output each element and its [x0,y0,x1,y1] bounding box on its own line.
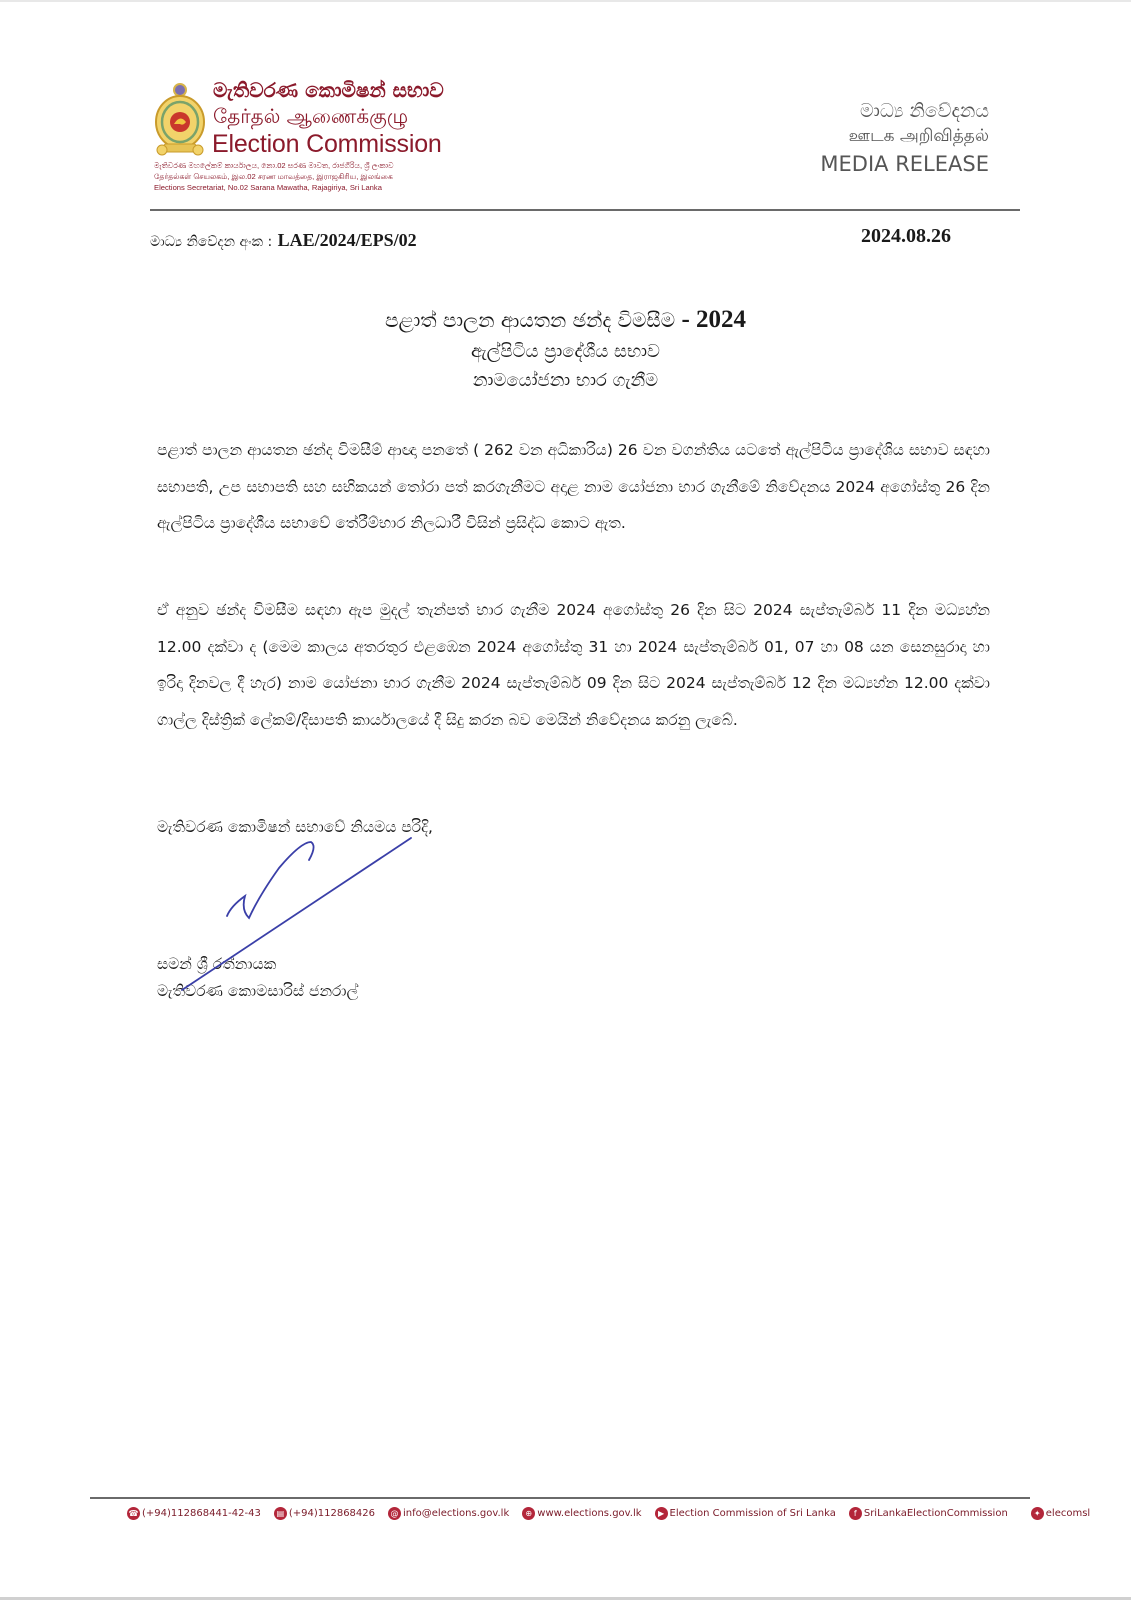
footer-phone[interactable] [127,1507,261,1520]
closing-salutation: මැතිවරණ කොමිෂන් සභාවේ නියමය පරිදි, [157,818,433,836]
footer-twitter[interactable] [1031,1507,1090,1520]
footer-youtube-text: Election Commission of Sri Lanka [669,1508,836,1519]
footer-email-text: info@elections.gov.lk [403,1508,510,1519]
address-tamil: தேர்தல்கள் செயலகம், இல.02 சரண மாவத்தை, இராஜகிரிய, இலங்கை [154,172,393,181]
reference-number [150,230,417,251]
footer-contacts [127,1507,1091,1520]
signer-name: සමන් ශ්‍රී රත්නායක [157,955,277,973]
youtube-icon: ▶ [655,1507,668,1520]
footer-facebook-text: SriLankaElectionCommission [863,1508,1008,1519]
footer-facebook[interactable] [849,1507,1008,1520]
handwritten-signature [175,828,435,998]
sri-lanka-emblem-logo [152,80,208,160]
facebook-icon: f [849,1507,862,1520]
media-release-english: MEDIA RELEASE [820,152,989,176]
footer-divider [90,1497,1030,1499]
signer-title: මැතිවරණ කොමසාරිස් ජනරාල් [157,982,359,1000]
title-line-1 [0,306,1131,334]
email-icon: @ [388,1507,401,1520]
media-release-tamil: ஊடக அறிவித்தல் [848,126,989,146]
body-paragraph-1: පළාත් පාලන ආයතන ඡන්ද විමසීම් ආඥා පනතේ ( 262 වන අධිකාරිය) 26 වන වගන්තිය යටතේ ඇල්පිටිය ප්‍රාදේශිය සභාව සඳහා සභාපති, උප සභාපති සහ සභිකයන් තෝරා පත් කරගැනීමට අදාළ නාම යෝජනා භාර ගැනීමේ නිවේදනය 2024 අගෝස්තු 26 දින ඇල්පිටිය ප්‍රාදේශීය සභාවේ තේරීම්භාර නිලධාරී විසින් ප්‍රසිද්ධ කොට ඇත. [157,441,990,532]
address-sinhala: මැතිවරණ මහලේකම් කාර්යාලය, නො.02 සරණ මාවත, රාජගිරිය, ශ්‍රී ලංකාව [154,161,394,170]
org-name-tamil: தேர்தல் ஆணைக்குழு [213,104,409,128]
reference-value: LAE/2024/EPS/02 [277,230,417,250]
footer-email[interactable] [388,1507,509,1520]
footer-fax-text: (+94)112868426 [288,1508,376,1519]
reference-label: මාධ්‍ය නිවේදන අංක : [150,234,273,250]
fax-icon: ▤ [274,1507,287,1520]
title-line-1-text: පළාත් පාලන ආයතන ඡන්ද විමසීම [384,308,676,332]
footer-website-text: www.elections.gov.lk [537,1508,642,1519]
footer-fax[interactable] [274,1507,375,1520]
release-date: 2024.08.26 [861,225,951,247]
footer-twitter-text: elecomsl [1045,1508,1091,1519]
phone-icon: ☎ [128,1509,139,1518]
twitter-icon: ✦ [1031,1507,1044,1520]
org-name-sinhala: මැතිවරණ කොමිෂන් සභාව [213,78,444,102]
globe-icon: ⊕ [522,1507,535,1520]
address-english: Elections Secretariat, No.02 Sarana Mawatha, Rajagiriya, Sri Lanka [154,183,382,192]
footer-youtube[interactable] [655,1507,836,1520]
title-line-3: නාමයෝජනා භාර ගැනීම [472,370,659,391]
header-divider [150,209,1020,211]
title-line-1-year: - 2024 [681,306,747,333]
footer-phone-text: (+94)112868441-42-43 [142,1508,261,1519]
page-edge-top [0,0,1131,2]
footer-website[interactable] [522,1507,641,1520]
body-paragraph-2: ඒ අනුව ඡන්ද විමසීම සඳහා ඇප මුදල් තැන්පත් භාර ගැනීම 2024 අගෝස්තු 26 දින සිට 2024 සැප්තැම්බර් 11 දින මධ්‍යහ්න 12.00 දක්වා ද (මෙම කාලය අතරතුර එළඹෙන 2024 අගෝස්තු 31 හා 2024 සැප්තැම්බර් 01, 07 හා 08 යන සෙනසුරාදා හා ඉරිදා දිනවල දී හැර) නාම යෝජනා භාර ගැනීම 2024 සැප්තැම්බර් 09 දින සිට 2024 සැප්තැම්බර් 12 දින මධ්‍යහ්න 12.00 දක්වා ගාල්ල දිස්ත්‍රික් ලේකම්/දිසාපති කාර්යාලයේ දී සිදු කරන බව මෙයින් නිවේදනය කරනු ලැබේ. [157,601,990,729]
org-name-english: Election Commission [212,130,442,158]
media-release-sinhala: මාධ්‍ය නිවේදනය [859,100,989,122]
title-line-2: ඇල්පිටිය ප්‍රාදේශීය සභාව [470,341,660,362]
